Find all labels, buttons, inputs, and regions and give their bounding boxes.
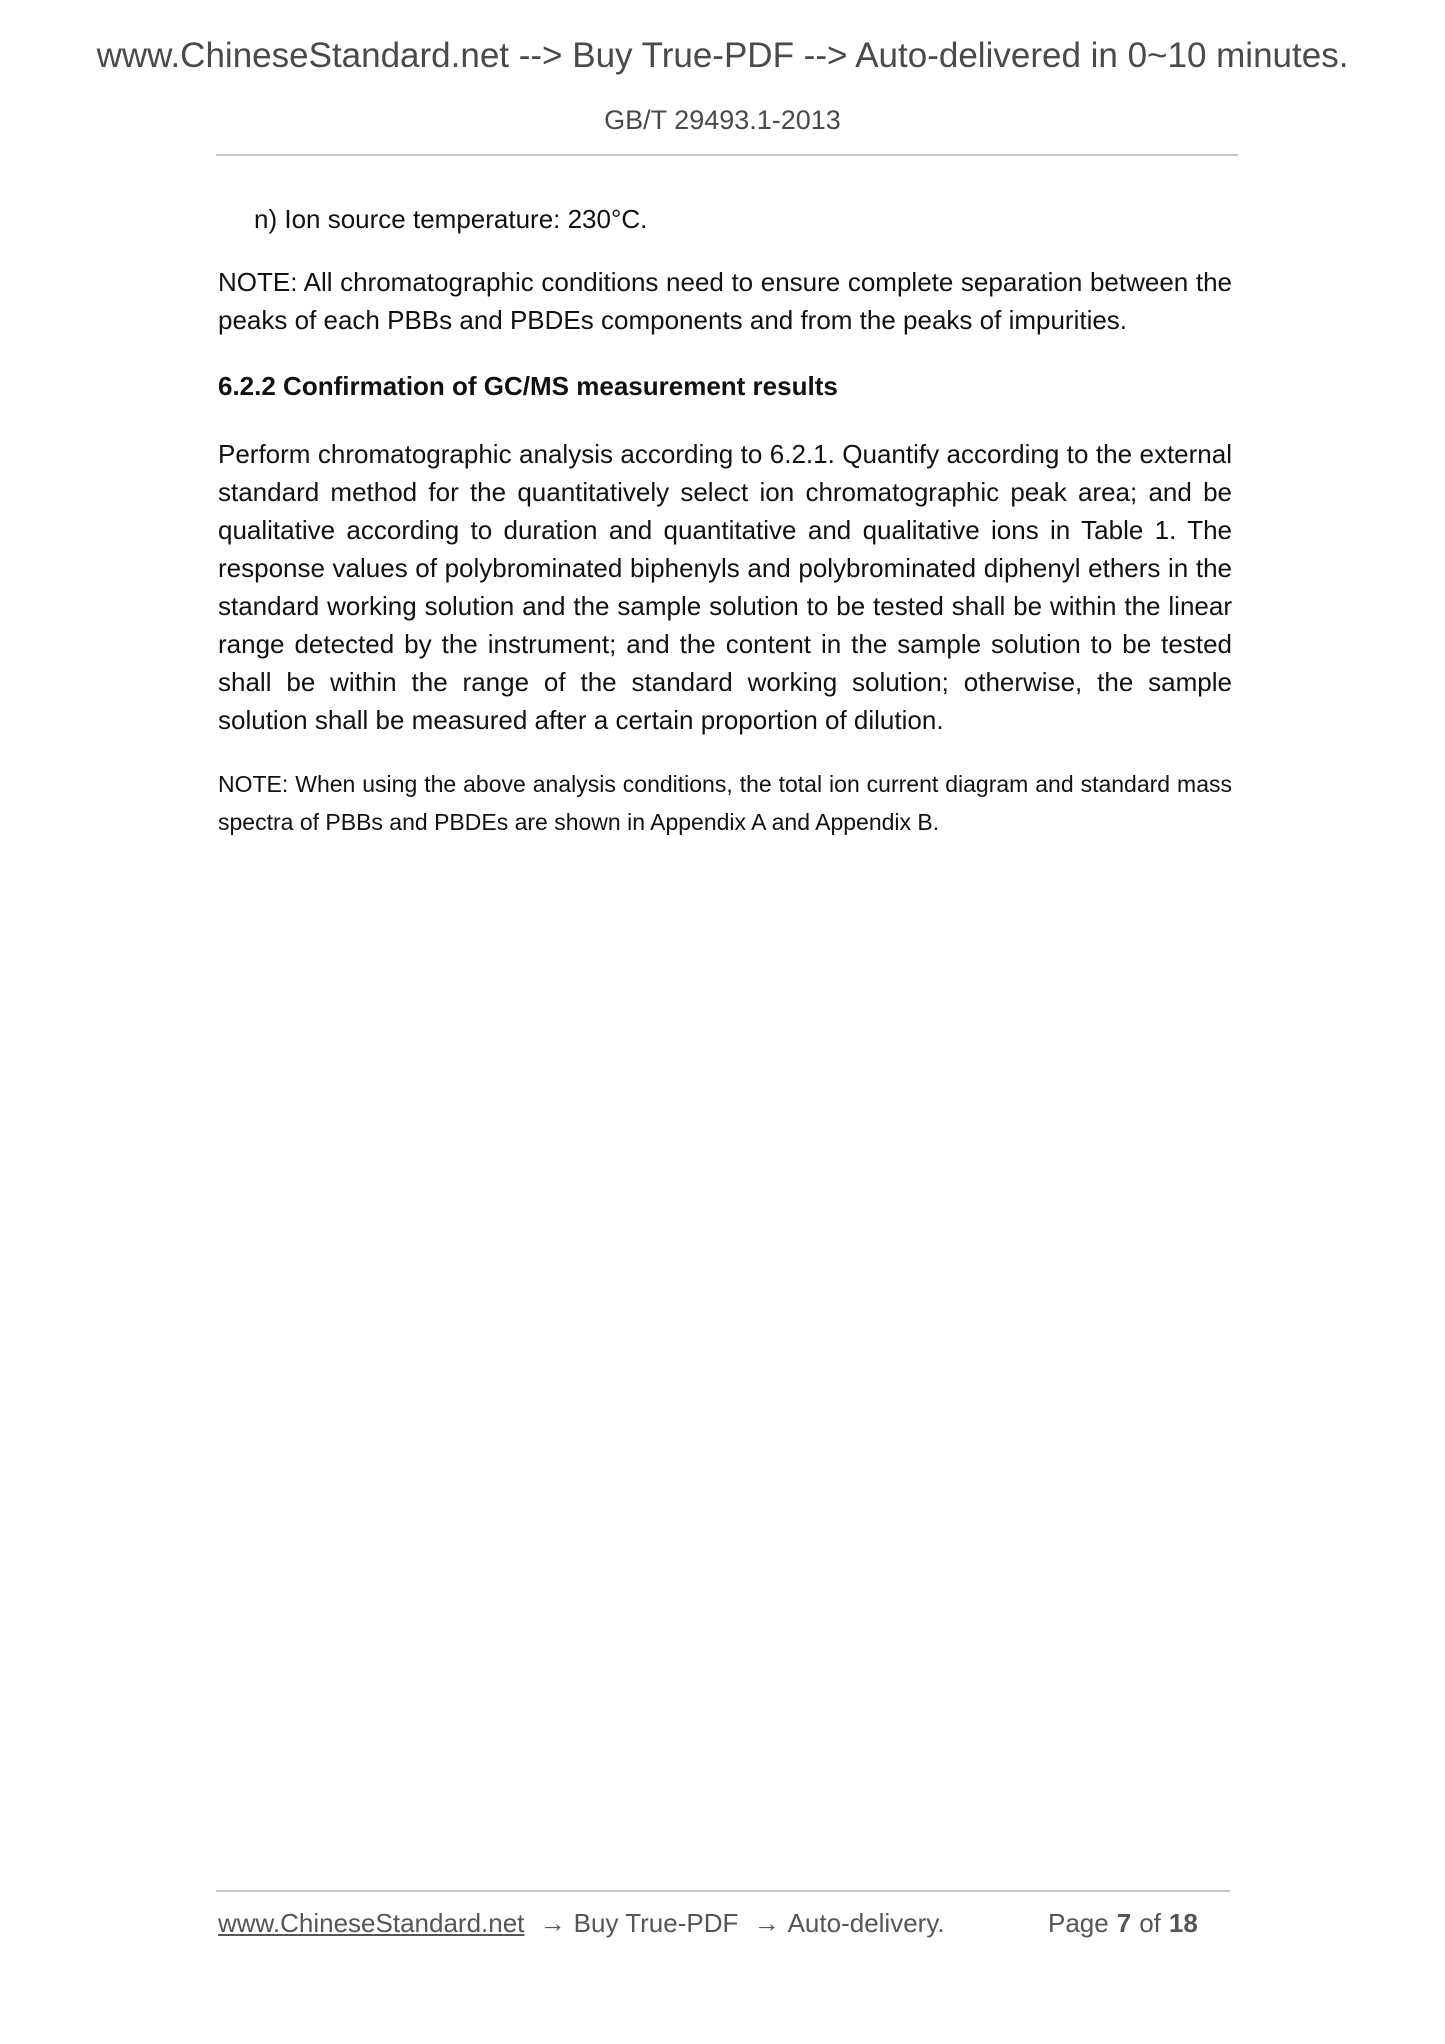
page-number: 7 [1116,1908,1132,1938]
body-paragraph: Perform chromatographic analysis according to 6.2.1. Quantify according to the external standard method for the quantitatively select ion chromatographic peak area; and be qualitative according to duration and quantitative and qualitative ions in Table 1. The response values of polybrominated biphenyls and polybrominated diphenyl ethers in the standard working solution and the sample solution to be tested shall be within the linear range detected by the instrument; and the content in the sample solution to be tested shall be within the range of the standard working solution; otherwise, the sample solution shall be measured after a certain proportion of dilution. [218,439,1232,735]
arrow-right-icon: → [753,1908,780,1938]
note-appendix: NOTE: When using the above analysis conditions, the total ion current diagram and standard mass spectra of PBBs and PBDEs are shown in Appendix A and Appendix B. [218,771,1232,835]
footer-divider [216,1890,1230,1892]
top-banner: www.ChineseStandard.net --> Buy True-PDF --> Auto-delivered in 0~10 minutes. [96,36,1349,75]
document-code: GB/T 29493.1-2013 [604,105,841,135]
of-label: of [1139,1908,1161,1938]
footer-website-link[interactable]: www.ChineseStandard.net [218,1908,525,1938]
footer-links [218,1908,945,1939]
footer-buy-text: Buy True-PDF [573,1908,739,1938]
page-content [218,200,1232,841]
total-pages: 18 [1168,1908,1198,1938]
section-heading: 6.2.2 Confirmation of GC/MS measurement results [218,371,838,401]
page-label: Page [1048,1908,1109,1938]
header-divider [216,154,1238,156]
footer-delivery-text: Auto-delivery. [787,1908,945,1938]
page-indicator [1048,1908,1206,1939]
arrow-right-icon: → [539,1908,566,1938]
list-item-n: n) Ion source temperature: 230°C. [254,204,648,234]
note-separation: NOTE: All chromatographic conditions need to ensure complete separation between the peaks of each PBBs and PBDEs components and from the peaks of impurities. [218,267,1232,335]
